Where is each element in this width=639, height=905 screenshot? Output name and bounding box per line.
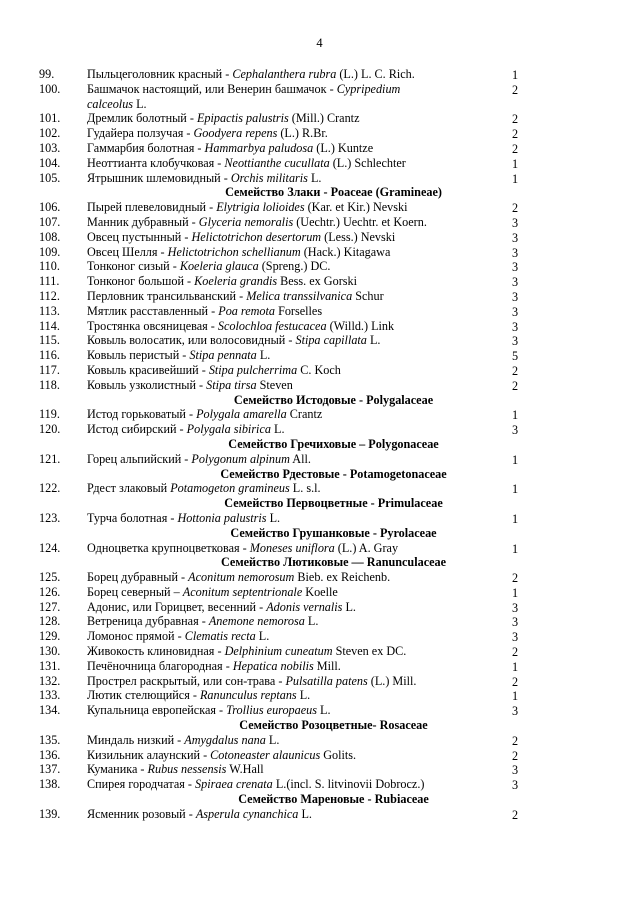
latin-name: Stipa pulcherrima	[208, 362, 298, 377]
common-name: Адонис, или Горицвет, весенний -	[87, 599, 267, 614]
author-citation: Forselles	[275, 303, 323, 318]
species-row	[0, 644, 639, 659]
species-name	[87, 274, 432, 289]
common-name: Ковыль волосатик, или волосовидный -	[87, 333, 296, 348]
species-row	[0, 733, 639, 748]
latin-name: Cotoneaster alaunicus	[210, 747, 321, 762]
species-row	[0, 215, 639, 230]
latin-name: Ranunculus reptans	[199, 688, 297, 703]
species-name	[87, 348, 432, 363]
species-number: 112.	[39, 288, 60, 303]
latin-name: Polygonum alpinum	[191, 451, 290, 466]
species-row	[0, 230, 639, 245]
species-number: 121.	[39, 451, 61, 466]
common-name: Овсец Шелля -	[87, 244, 168, 259]
species-number: 130.	[39, 644, 61, 659]
species-row	[0, 141, 639, 156]
species-number: 132.	[39, 673, 61, 688]
species-name	[87, 126, 432, 141]
common-name: Ятрышник шлемовидный -	[87, 170, 231, 185]
category-value: 3	[512, 260, 519, 275]
common-name: Тонконог сизый -	[87, 259, 180, 274]
latin-name: Rubus nessensis	[147, 762, 227, 777]
common-name: Прострел раскрытый, или сон-трава -	[87, 673, 286, 688]
species-name	[87, 688, 432, 703]
category-value: 1	[512, 541, 519, 556]
latin-name: Helictotrichon schellianum	[167, 244, 301, 259]
species-number: 114.	[39, 318, 60, 333]
common-name: Манник дубравный -	[87, 214, 199, 229]
author-citation: (Willd.) Link	[326, 318, 395, 333]
species-name	[87, 748, 432, 763]
author-citation: W.Hall	[226, 762, 264, 777]
species-row	[0, 259, 639, 274]
species-row	[0, 274, 639, 289]
latin-name: Stipa capillata	[295, 333, 367, 348]
species-number: 101.	[39, 111, 61, 126]
category-value: 1	[512, 452, 519, 467]
species-row	[0, 481, 639, 496]
species-number: 134.	[39, 703, 61, 718]
species-number: 124.	[39, 540, 61, 555]
author-citation: Crantz	[286, 407, 323, 422]
author-citation: Koelle	[302, 584, 338, 599]
species-number: 119.	[39, 407, 60, 422]
category-value: 1	[512, 482, 519, 497]
common-name: Турча болотная -	[87, 510, 178, 525]
latin-name: Spiraea crenata	[195, 777, 273, 792]
species-row	[0, 674, 639, 689]
species-row	[0, 452, 639, 467]
latin-name: Aconitum septentrionale	[182, 584, 303, 599]
species-row	[0, 748, 639, 763]
latin-name: Pulsatilla patens	[285, 673, 368, 688]
family-heading: Семейство Грушанковые - Pyrolaceae	[230, 525, 437, 540]
species-number: 116.	[39, 348, 60, 363]
author-citation: (L.) Kuntze	[313, 140, 374, 155]
author-citation: Bess. ex Gorski	[277, 274, 357, 289]
latin-name: Polygala sibirica	[186, 422, 271, 437]
author-citation: L.	[296, 688, 311, 703]
species-name	[87, 67, 432, 82]
common-name: Овсец пустынный -	[87, 229, 192, 244]
author-citation: (Mill.) Crantz	[288, 111, 360, 126]
species-row	[0, 762, 639, 777]
species-number: 113.	[39, 303, 60, 318]
latin-name: Helictotrichon desertorum	[191, 229, 322, 244]
author-citation: (Less.) Nevski	[321, 229, 396, 244]
common-name: Истод горьковатый -	[87, 407, 197, 422]
species-row	[0, 777, 639, 792]
category-value: 3	[512, 304, 519, 319]
author-citation: L.	[133, 96, 147, 111]
species-number: 117.	[39, 362, 60, 377]
species-row	[0, 333, 639, 348]
common-name: Истод сибирский -	[87, 422, 187, 437]
author-citation: L.	[366, 333, 381, 348]
latin-name: Hammarbya paludosa	[204, 140, 314, 155]
species-row	[0, 570, 639, 585]
category-value: 3	[512, 319, 519, 334]
species-name	[87, 156, 432, 171]
latin-name: Scolochloa festucacea	[217, 318, 327, 333]
common-name: Ясменник розовый -	[87, 806, 196, 821]
category-value: 1	[512, 511, 519, 526]
species-name	[87, 452, 432, 467]
species-number: 103.	[39, 140, 61, 155]
latin-name: Glyceria nemoralis	[198, 214, 294, 229]
family-heading: Семейство Злаки - Poaceae (Gramineae)	[225, 185, 442, 200]
category-value: 3	[512, 600, 519, 615]
species-number: 115.	[39, 333, 60, 348]
species-list	[0, 67, 639, 822]
species-name	[87, 82, 432, 112]
species-name	[87, 215, 432, 230]
common-name: Пырей плевеловидный -	[87, 200, 217, 215]
species-number: 129.	[39, 629, 61, 644]
species-number: 104.	[39, 155, 61, 170]
species-number: 127.	[39, 599, 61, 614]
species-row	[0, 511, 639, 526]
latin-name: Potamogeton gramineus	[170, 481, 290, 496]
category-value: 2	[512, 201, 519, 216]
latin-name: Stipa pennata	[189, 348, 257, 363]
category-value: 3	[512, 334, 519, 349]
species-name	[87, 659, 432, 674]
page-number: 4	[316, 36, 323, 50]
species-name	[87, 407, 432, 422]
common-name: Ветреница дубравная -	[87, 614, 209, 629]
species-number: 105.	[39, 170, 61, 185]
species-number: 102.	[39, 126, 61, 141]
species-name	[87, 762, 432, 777]
category-value: 2	[512, 645, 519, 660]
latin-name: Cephalanthera rubra	[232, 67, 337, 81]
family-heading: Семейство Гречиховые – Polygonaceae	[228, 436, 439, 451]
common-name: Борец северный –	[87, 584, 183, 599]
category-value: 3	[512, 704, 519, 719]
latin-name: Hepatica nobilis	[232, 658, 314, 673]
category-value: 1	[512, 68, 519, 82]
species-name	[87, 511, 432, 526]
latin-name: Delphinium cuneatum	[224, 644, 333, 659]
common-name: Ковыль перистый -	[87, 348, 190, 363]
species-number: 138.	[39, 777, 61, 792]
category-value: 1	[512, 408, 519, 423]
category-value: 2	[512, 733, 519, 748]
category-value: 2	[512, 674, 519, 689]
species-name	[87, 259, 432, 274]
species-name	[87, 141, 432, 156]
latin-name: Trollius europaeus	[226, 703, 317, 718]
family-heading: Семейство Первоцветные - Primulaceae	[224, 496, 443, 511]
species-number: 118.	[39, 377, 60, 392]
latin-name: Elytrigia lolioides	[216, 200, 305, 215]
species-name	[87, 200, 432, 215]
species-name	[87, 304, 432, 319]
category-value: 2	[512, 141, 519, 156]
species-name	[87, 807, 432, 822]
common-name: Спирея городчатая -	[87, 777, 196, 792]
species-row	[0, 126, 639, 141]
common-name: Кизильник алаунский -	[87, 747, 211, 762]
species-name	[87, 319, 432, 334]
latin-name: Polygala amarella	[196, 407, 287, 422]
author-citation: (L.) R.Br.	[277, 126, 328, 141]
common-name: Ломонос прямой -	[87, 629, 185, 644]
species-row	[0, 245, 639, 260]
latin-name: Adonis vernalis	[266, 599, 343, 614]
species-name	[87, 600, 432, 615]
author-citation: (Kar. et Kir.) Nevski	[304, 200, 408, 215]
latin-name: Koeleria glauca	[179, 259, 259, 274]
species-name	[87, 171, 432, 186]
author-citation: L.	[298, 806, 312, 821]
species-number: 99.	[39, 67, 55, 81]
common-name: Рдест злаковый	[87, 481, 171, 496]
species-name	[87, 378, 432, 393]
species-row	[0, 82, 639, 112]
author-citation: (Hack.) Kitagawa	[300, 244, 391, 259]
species-name	[87, 629, 432, 644]
species-name	[87, 230, 432, 245]
family-heading: Семейство Лютиковые — Ranunculaceae	[220, 555, 447, 570]
author-citation: Mill.	[313, 658, 341, 673]
common-name: Лютик стелющийся -	[87, 688, 200, 703]
species-name	[87, 481, 432, 496]
common-name: Пыльцеголовник красный -	[87, 67, 233, 81]
category-value: 3	[512, 778, 519, 793]
species-number: 108.	[39, 229, 61, 244]
author-citation: L.	[266, 510, 281, 525]
category-value: 3	[512, 615, 519, 630]
species-row	[0, 304, 639, 319]
latin-name: Melica transsilvanica	[246, 288, 353, 303]
category-value: 1	[512, 659, 519, 674]
category-value: 1	[512, 585, 519, 600]
species-number: 128.	[39, 614, 61, 629]
author-citation: (L.) A. Gray	[334, 540, 399, 555]
species-row	[0, 378, 639, 393]
latin-name: Asperula cynanchica	[195, 806, 299, 821]
species-number: 111.	[39, 274, 60, 289]
category-value: 3	[512, 230, 519, 245]
common-name: Печёночница благородная -	[87, 658, 233, 673]
author-citation: Schur	[352, 288, 384, 303]
species-row	[0, 319, 639, 334]
latin-name: Aconitum nemorosum	[188, 570, 295, 585]
category-value: 3	[512, 763, 519, 778]
author-citation: Golits.	[320, 747, 357, 762]
common-name: Одноцветка крупноцветковая -	[87, 540, 250, 555]
category-value: 1	[512, 171, 519, 186]
family-heading: Семейство Рдестовые - Potamogetonaceae	[220, 466, 447, 481]
common-name: Ковыль узколистный -	[87, 377, 207, 392]
author-citation: (Uechtr.) Uechtr. et Koern.	[293, 214, 427, 229]
family-heading: Семейство Розоцветные- Rosaceae	[239, 718, 428, 733]
species-row	[0, 659, 639, 674]
species-number: 125.	[39, 570, 61, 585]
latin-name: Cypripedium calceolus	[87, 81, 401, 111]
common-name: Борец дубравный -	[87, 570, 189, 585]
species-row	[0, 348, 639, 363]
species-number: 110.	[39, 259, 60, 274]
species-number: 126.	[39, 584, 61, 599]
species-row	[0, 614, 639, 629]
species-row	[0, 156, 639, 171]
species-row	[0, 422, 639, 437]
author-citation: All.	[289, 451, 311, 466]
species-name	[87, 363, 432, 378]
common-name: Башмачок настоящий, или Венерин башмачок -	[87, 81, 337, 96]
species-number: 100.	[39, 81, 61, 96]
species-number: 136.	[39, 747, 61, 762]
author-citation: L.(incl. S. litvinovii Dobrocz.)	[272, 777, 425, 792]
species-number: 109.	[39, 244, 61, 259]
species-number: 137.	[39, 762, 61, 777]
species-name	[87, 614, 432, 629]
common-name: Живокость клиновидная -	[87, 644, 225, 659]
species-number: 107.	[39, 214, 61, 229]
common-name: Гудайера ползучая -	[87, 126, 194, 141]
author-citation: L.	[304, 614, 319, 629]
species-name	[87, 245, 432, 260]
author-citation: L.	[255, 629, 270, 644]
latin-name: Poa remota	[218, 303, 276, 318]
category-value: 2	[512, 378, 519, 393]
author-citation: Bieb. ex Reichenb.	[294, 570, 391, 585]
species-number: 106.	[39, 200, 61, 215]
species-name	[87, 111, 432, 126]
common-name: Ковыль красивейший -	[87, 362, 209, 377]
latin-name: Goodyera repens	[193, 126, 278, 141]
author-citation: (L.) Mill.	[367, 673, 417, 688]
species-name	[87, 333, 432, 348]
family-heading: Семейство Мареновые - Rubiaceae	[238, 792, 429, 807]
species-name	[87, 289, 432, 304]
category-value: 3	[512, 423, 519, 438]
common-name: Тонконог большой -	[87, 274, 195, 289]
species-row	[0, 585, 639, 600]
species-number: 131.	[39, 658, 61, 673]
category-value: 2	[512, 112, 519, 127]
species-number: 139.	[39, 806, 61, 821]
category-value: 5	[512, 349, 519, 364]
latin-name: Anemone nemorosa	[208, 614, 305, 629]
latin-name: Orchis militaris	[230, 170, 308, 185]
family-heading: Семейство Истодовые - Polygalaceae	[233, 392, 434, 407]
category-value: 2	[512, 807, 519, 822]
author-citation: Steven	[256, 377, 293, 392]
category-value: 1	[512, 156, 519, 171]
species-row	[0, 67, 639, 82]
category-value: 3	[512, 215, 519, 230]
author-citation: L.	[307, 170, 322, 185]
category-value: 3	[512, 289, 519, 304]
category-value: 3	[512, 630, 519, 645]
author-citation: (L.) L. C. Rich.	[336, 67, 415, 81]
author-citation: (Spreng.) DC.	[258, 259, 331, 274]
author-citation: (L.) Schlechter	[329, 155, 406, 170]
author-citation: C. Koch	[297, 362, 341, 377]
species-row	[0, 807, 639, 822]
species-row	[0, 703, 639, 718]
category-value: 2	[512, 571, 519, 586]
author-citation: L.	[317, 703, 331, 718]
species-name	[87, 422, 432, 437]
latin-name: Neottianthe cucullata	[224, 155, 330, 170]
category-value: 2	[512, 748, 519, 763]
species-number: 122.	[39, 481, 61, 496]
author-citation: L.	[265, 732, 280, 747]
species-name	[87, 570, 432, 585]
species-row	[0, 407, 639, 422]
category-value: 3	[512, 275, 519, 290]
latin-name: Koeleria grandis	[194, 274, 278, 289]
species-name	[87, 777, 432, 792]
species-name	[87, 733, 432, 748]
author-citation: L.	[270, 422, 285, 437]
common-name: Тростянка овсяницевая -	[87, 318, 218, 333]
latin-name: Epipactis palustris	[196, 111, 289, 126]
latin-name: Stipa tirsa	[206, 377, 257, 392]
category-value: 3	[512, 245, 519, 260]
species-name	[87, 674, 432, 689]
species-row	[0, 200, 639, 215]
species-number: 123.	[39, 510, 61, 525]
common-name: Мятлик расставленный -	[87, 303, 219, 318]
author-citation: L. s.l.	[289, 481, 321, 496]
species-row	[0, 600, 639, 615]
species-number: 133.	[39, 688, 61, 703]
author-citation: L.	[256, 348, 271, 363]
species-row	[0, 541, 639, 556]
common-name: Горец альпийский -	[87, 451, 192, 466]
category-value: 2	[512, 82, 519, 97]
species-number: 135.	[39, 732, 61, 747]
species-row	[0, 629, 639, 644]
category-value: 1	[512, 689, 519, 704]
species-row	[0, 363, 639, 378]
author-citation: Steven ex DC.	[332, 644, 407, 659]
latin-name: Clematis recta	[184, 629, 256, 644]
species-row	[0, 171, 639, 186]
common-name: Купальница европейская -	[87, 703, 227, 718]
author-citation: L.	[342, 599, 356, 614]
category-value: 2	[512, 127, 519, 142]
species-row	[0, 111, 639, 126]
species-number: 120.	[39, 422, 61, 437]
common-name: Перловник трансильванский -	[87, 288, 247, 303]
common-name: Гаммарбия болотная -	[87, 140, 205, 155]
common-name: Неоттианта клобучковая -	[87, 155, 225, 170]
common-name: Дремлик болотный -	[87, 111, 197, 126]
species-name	[87, 703, 432, 718]
latin-name: Amygdalus nana	[184, 732, 266, 747]
category-value: 2	[512, 363, 519, 378]
species-name	[87, 644, 432, 659]
species-row	[0, 289, 639, 304]
species-name	[87, 585, 432, 600]
common-name: Миндаль низкий -	[87, 732, 185, 747]
latin-name: Moneses uniflora	[249, 540, 335, 555]
common-name: Куманика -	[87, 762, 148, 777]
species-row	[0, 688, 639, 703]
latin-name: Hottonia palustris	[177, 510, 267, 525]
species-name	[87, 541, 432, 556]
